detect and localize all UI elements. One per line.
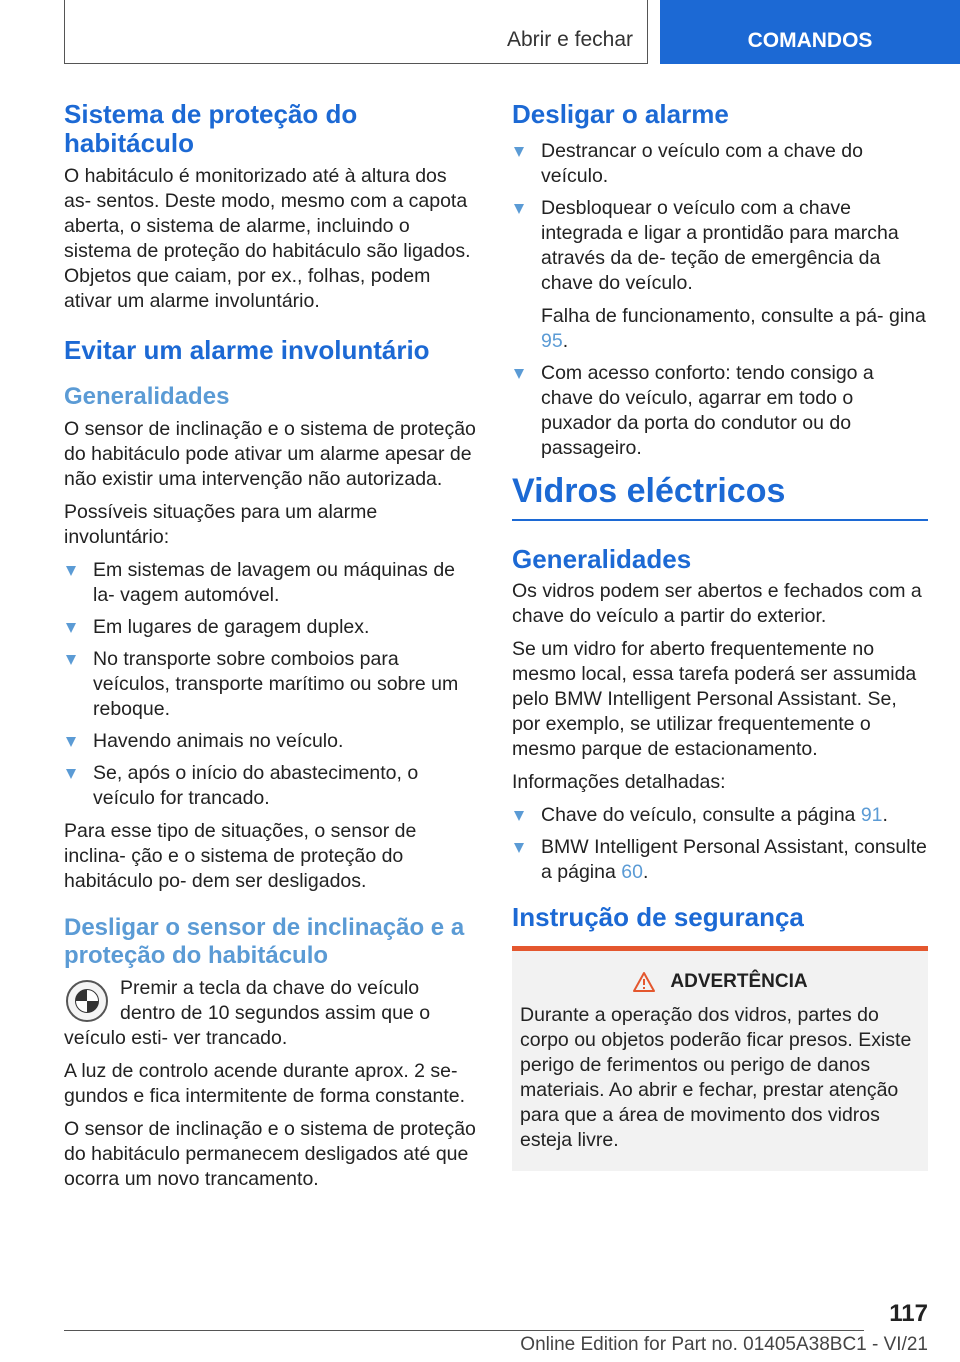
bullet-triangle-icon (514, 369, 524, 379)
bullet-triangle-icon (514, 811, 524, 821)
bmw-key-icon (66, 980, 108, 1022)
footer-divider (64, 1330, 864, 1331)
paragraph-windows-3: Informações detalhadas: (512, 771, 726, 793)
heading-cabin-protection: Sistema de proteção do habitáculo (64, 99, 358, 158)
subheading-disable-sensor: Desligar o sensor de inclinação e a proteção do habitáculo (64, 914, 465, 969)
right-column (512, 100, 928, 1171)
warning-text: Durante a operação dos vidros, partes do corpo ou objetos poderão ficar presos. Existe perigo de ferimentos ou perigo de danos materiais. Ao abrir e fechar, prestar atenção para que a área de movimento dos vidros esteja livre. (520, 1004, 912, 1151)
list-item: No transporte sobre comboios para veículos, transporte marítimo ou sobre um reboque. (64, 647, 476, 722)
warning-triangle-icon (632, 971, 656, 993)
header-section-title: Abrir e fechar (506, 28, 633, 51)
bullet-triangle-icon (66, 769, 76, 779)
bullet-triangle-icon (66, 737, 76, 747)
false-alarm-list (64, 558, 476, 811)
list-item: Em lugares de garagem duplex. (64, 615, 476, 640)
bullet-triangle-icon (66, 623, 76, 633)
key-instruction-text: Premir a tecla da chave do veículo dentro de 10 segundos assim que o veículo esti- ver trancado. (64, 977, 431, 1049)
list-item: Em sistemas de lavagem ou máquinas de la- vagem automóvel. (64, 558, 476, 608)
left-column (64, 100, 476, 1200)
list-item: Havendo animais no veículo. (64, 729, 476, 754)
header-chapter-tab: COMANDOS (660, 0, 960, 64)
bullet-triangle-icon (66, 566, 76, 576)
list-item: Se, após o início do abastecimento, o veículo for trancado. (64, 761, 476, 811)
paragraph-windows-1: Os vidros podem ser abertos e fechados com a chave do veículo a partir do exterior. (512, 580, 922, 627)
heading-power-windows: Vidros eléctricos (512, 471, 928, 521)
footer-edition: Online Edition for Part no. 01405A38BC1 - VI/21 (520, 1334, 928, 1355)
paragraph-general-2: Possíveis situações para um alarme involuntário: (64, 501, 378, 548)
warning-title: ADVERTÊNCIA (670, 971, 808, 992)
page-number: 117 (889, 1300, 928, 1327)
warning-header (520, 971, 920, 993)
page-link-91[interactable]: 91 (860, 804, 883, 826)
list-item: BMW Intelligent Personal Assistant, consulte a página 60. (512, 835, 928, 885)
key-instruction (64, 976, 476, 1051)
paragraph-general-3: Para esse tipo de situações, o sensor de inclina- ção e o sistema de proteção do habitáculo po- dem ser desligados. (64, 820, 417, 892)
page-link-60[interactable]: 60 (621, 861, 643, 883)
subheading-general: Generalidades (64, 383, 230, 410)
subheading-windows-general: Generalidades (512, 544, 692, 574)
bullet-triangle-icon (514, 204, 524, 214)
heading-avoid-false-alarm: Evitar um alarme involuntário (64, 335, 430, 365)
list-item: Com acesso conforto: tendo consigo a chave do veículo, agarrar em todo o puxador da porta do condutor ou do passageiro. (512, 361, 928, 461)
details-list (512, 803, 928, 885)
disable-alarm-list (512, 139, 928, 461)
list-item: Chave do veículo, consulte a página 91. (512, 803, 928, 828)
bullet-triangle-icon (66, 655, 76, 665)
header-section-box (64, 0, 648, 64)
bullet-triangle-icon (514, 147, 524, 157)
paragraph-cabin-protection: O habitáculo é monitorizado até à altura dos as- sentos. Deste modo, mesmo com a capota aberta, o sistema de alarme, incluindo o sistema de proteção do habitáculo são ligados. Objetos que caiam, por ex., folhas, podem ativar um alarme involuntário. (64, 165, 471, 312)
paragraph-indicator-light: A luz de controlo acende durante aprox. 2 se- gundos e fica intermitente de forma constante. (64, 1060, 466, 1107)
heading-safety: Instrução de segurança (512, 902, 804, 932)
malfunction-reference: Falha de funcionamento, consulte a pá- gina 95. (541, 305, 926, 352)
paragraph-remain-off: O sensor de inclinação e o sistema de proteção do habitáculo permanecem desligados até que ocorra um novo trancamento. (64, 1118, 476, 1190)
list-item: Destrancar o veículo com a chave do veículo. (512, 139, 928, 189)
page-link-95[interactable]: 95 (541, 330, 563, 352)
bullet-triangle-icon (514, 843, 524, 853)
heading-disable-alarm: Desligar o alarme (512, 99, 729, 129)
warning-box (512, 946, 928, 1171)
list-item: Desbloquear o veículo com a chave integrada e ligar a prontidão para marcha através da de- teção de emergência da chave do veículo. Falha de funcionamento, consulte a pá- gina 95. (512, 196, 928, 354)
paragraph-windows-2: Se um vidro for aberto frequentemente no mesmo local, essa tarefa poderá ser assumida pelo BMW Intelligent Personal Assistant. Se, por exemplo, se utilizar frequentemente o mesmo parque de estacionamento. (512, 638, 917, 760)
paragraph-general-1: O sensor de inclinação e o sistema de proteção do habitáculo pode ativar um alarme apesar de não existir uma intervenção não autorizada. (64, 418, 476, 490)
